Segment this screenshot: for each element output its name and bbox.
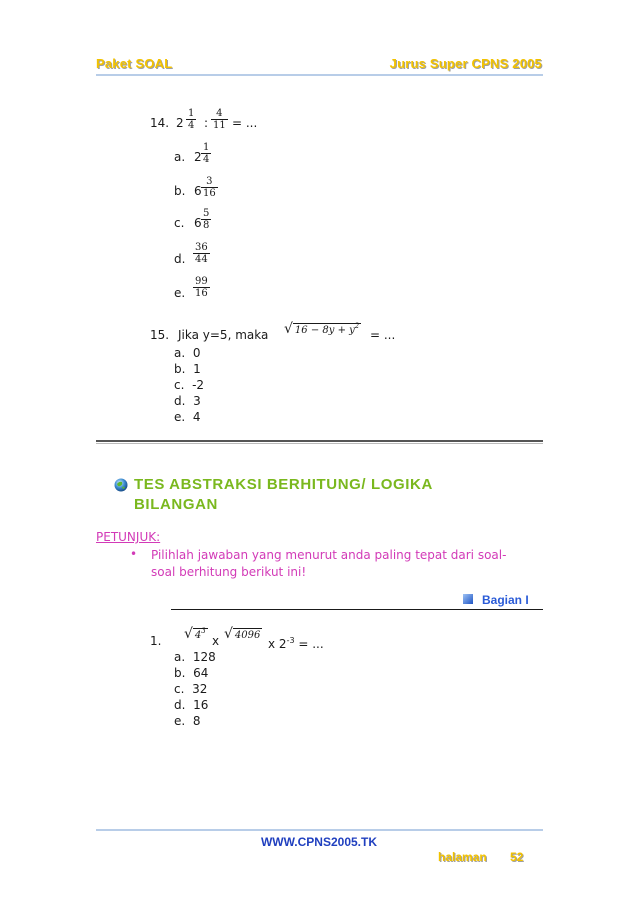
footer-rule: [96, 829, 543, 831]
q1-times-1: x: [212, 634, 220, 648]
header-left: Paket SOAL: [96, 56, 173, 71]
q15-tail: = ...: [370, 328, 396, 342]
q14-fraction-2: $\frac{4}{11}$: [213, 108, 226, 131]
footer-site-link[interactable]: WWW.CPNS2005.TK: [260, 835, 377, 849]
q15-option-e: e. 4: [174, 410, 201, 424]
globe-icon: [114, 477, 128, 491]
q14-number: 14.: [150, 116, 170, 130]
q1-option-a: a. 128: [174, 650, 216, 664]
q1-radical-1: √ $4^3$: [184, 626, 206, 642]
q15-option-b: b. 1: [174, 362, 201, 376]
q1-radical-2: √ 4096: [224, 626, 261, 642]
q1-option-b: b. 64: [174, 666, 209, 680]
q14-operator: :: [204, 116, 209, 130]
square-bullet-icon: [463, 594, 473, 604]
q1-option-d: d. 16: [174, 698, 209, 712]
q1-number: 1.: [150, 634, 162, 648]
q15-radical: √ $16 - 8y + y^2$: [284, 321, 360, 337]
q15-option-c: c. -2: [174, 378, 205, 392]
q1-option-e: e. 8: [174, 714, 201, 728]
section-title: TES ABSTRAKSI BERHITUNG/ LOGIKA BILANGAN: [134, 476, 433, 513]
instructions-label: PETUNJUK:: [96, 530, 161, 544]
q14-fraction-1: $\frac{1}{4}$: [188, 108, 195, 131]
footer-page-number: 52: [510, 850, 524, 864]
header-rule: [96, 74, 543, 76]
q14-tail: = ...: [232, 116, 258, 130]
part-rule: [171, 609, 543, 610]
q15-text: Jika y=5, maka: [178, 328, 269, 342]
q1-times-2: x $2^{-3}$ = ...: [268, 636, 324, 651]
q15-number: 15.: [150, 328, 170, 342]
header-right: Jurus Super CPNS 2005: [389, 56, 542, 71]
bullet-icon: •: [130, 547, 138, 561]
footer-page-label: halaman: [438, 850, 487, 864]
part-label: Bagian I: [482, 593, 529, 607]
q15-option-d: d. 3: [174, 394, 201, 408]
q15-option-a: a. 0: [174, 346, 201, 360]
section-divider: [96, 440, 543, 444]
instructions-text: Pilihlah jawaban yang menurut anda paling tepat dari soal- soal berhitung berikut ini!: [151, 548, 507, 579]
q1-option-c: c. 32: [174, 682, 208, 696]
q14-whole: 2: [176, 116, 184, 130]
